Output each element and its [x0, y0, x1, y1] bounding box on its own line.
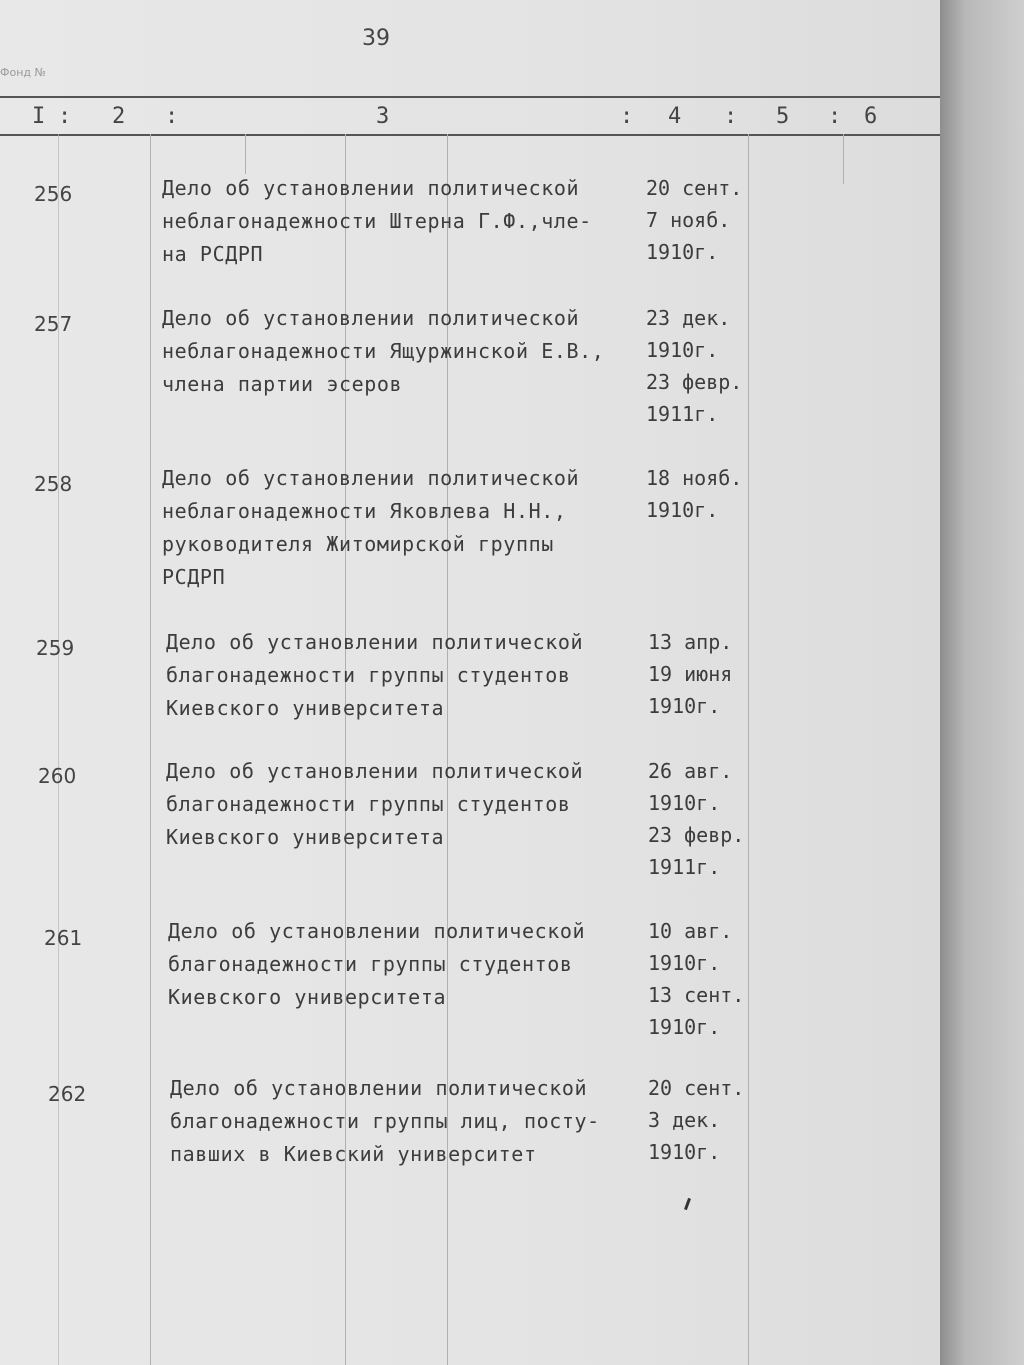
entry-dates: 26 авг. 1910г. 23 февр. 1911г.	[648, 759, 745, 879]
entry-dates: 10 авг. 1910г. 13 сент. 1910г.	[648, 919, 745, 1039]
entry-dates: 23 дек. 1910г. 23 февр. 1911г.	[646, 306, 743, 426]
column-number-row: I : 2 : 3 : 4 : 5 : 6	[32, 104, 878, 129]
entry-number: 261	[44, 926, 83, 950]
header-rule	[0, 134, 945, 136]
entry-title: Дело об установлении политической благонадежности группы студентов Киевского университета	[166, 630, 584, 720]
col-num-4: 4	[668, 104, 682, 129]
entry-number: 257	[34, 312, 73, 336]
top-rule	[0, 96, 945, 98]
entry-dates: 20 сент. 7 нояб. 1910г.	[646, 176, 743, 264]
column-line	[843, 134, 844, 184]
col-num-3: 3	[376, 104, 390, 129]
entry-title: Дело об установлении политической благонадежности группы студентов Киевского университета	[168, 919, 586, 1009]
page-edge-shadow	[940, 0, 1024, 1365]
column-line	[150, 134, 151, 1365]
col-num-2: 2	[112, 104, 126, 129]
entry-title: Дело об установлении политической благонадежности группы студентов Киевского университета	[166, 759, 584, 849]
entry-title: Дело об установлении политической неблагонадежности Штерна Г.Ф.,чле- на РСДРП	[162, 176, 592, 266]
entry-number: 259	[36, 636, 75, 660]
column-line	[245, 134, 246, 174]
entry-dates: 18 нояб. 1910г.	[646, 466, 743, 522]
entry-title: Дело об установлении политической благонадежности группы лиц, посту- павших в Киевский университет	[170, 1076, 600, 1166]
bleed-through-text: Фонд №	[0, 66, 46, 79]
entry-number: 256	[34, 182, 73, 206]
entry-number: 262	[48, 1082, 87, 1106]
entry-dates: 13 апр. 19 июня 1910г.	[648, 630, 733, 718]
pen-mark	[684, 1198, 691, 1210]
col-num-6: 6	[864, 104, 878, 129]
page-number: 39	[362, 26, 390, 51]
entry-number: 258	[34, 472, 73, 496]
col-num-1: I	[32, 104, 46, 129]
entry-title: Дело об установлении политической неблагонадежности Яковлева Н.Н., руководителя Житомирской группы РСДРП	[162, 466, 580, 589]
entry-title: Дело об установлении политической неблагонадежности Ящуржинской Е.В., члена партии эсеров	[162, 306, 605, 396]
col-num-5: 5	[776, 104, 790, 129]
entry-number: 260	[38, 764, 77, 788]
entry-dates: 20 сент. 3 дек. 1910г.	[648, 1076, 745, 1164]
